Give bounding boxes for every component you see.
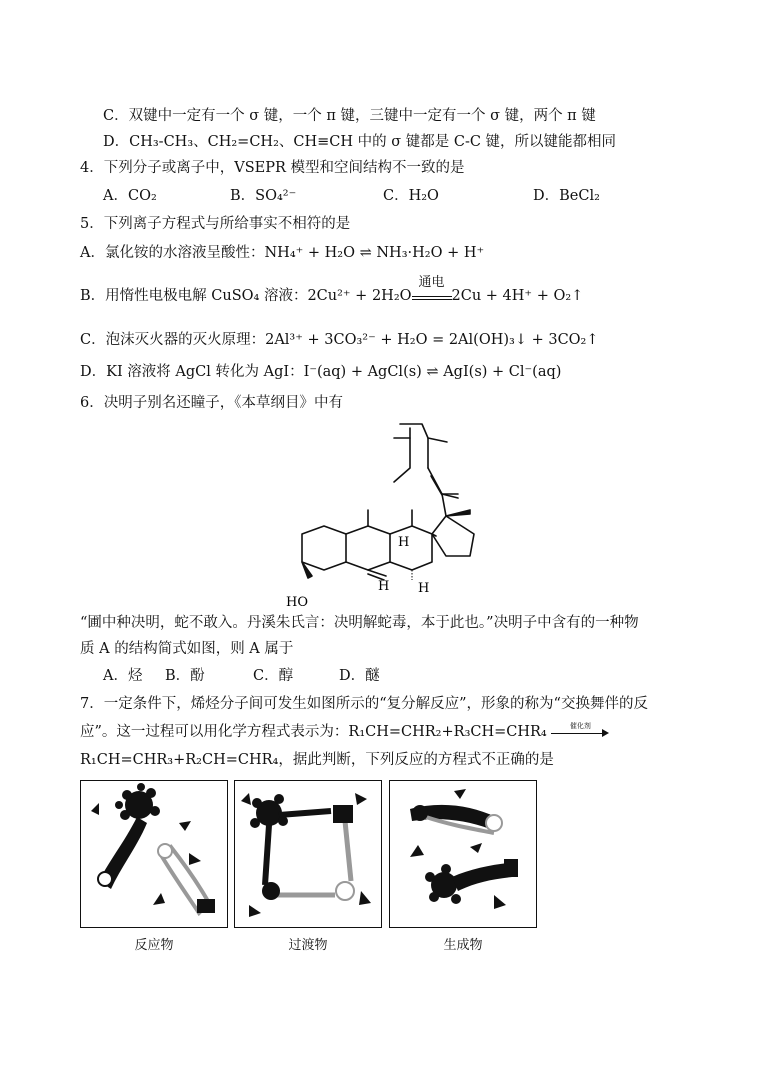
catalyst-label: 催化剂: [569, 722, 591, 730]
q4-option-c: C．H₂O: [383, 188, 439, 204]
q6-options: [103, 666, 380, 686]
question-5: 5．下列离子方程式与所给事实不相符的是: [80, 216, 351, 232]
h-label: H: [398, 535, 410, 550]
q6-option-b: B．酚: [165, 668, 205, 684]
q7-equation-line: 应”。这一过程可以用化学方程式表示为：R₁CH=CHR₂+R₃CH=CHR₄ 催化剂: [80, 722, 609, 742]
q6-option-c: C．醇: [253, 668, 294, 684]
h-label: H: [418, 581, 430, 596]
caption-transition: 过渡物: [288, 938, 328, 953]
q6-option-a: A．烃: [103, 668, 143, 684]
option-line: C．双键中一定有一个 σ 键，一个 π 键，三键中一定有一个 σ 键，两个 π 键: [103, 108, 596, 124]
reactants-illustration: [81, 781, 227, 927]
q6-question: 质 A 的结构简式如图，则 A 属于: [80, 641, 294, 657]
h-label: H: [378, 579, 390, 594]
q5-option-b: B．用惰性电极电解 CuSO₄ 溶液：2Cu²⁺ + 2H₂O 通电 2Cu + 4H⁺ + O₂↑: [80, 275, 584, 304]
question-7: 7．一定条件下，烯烃分子间可发生如图所示的“复分解反应”，形象的称为“交换舞伴的反: [80, 696, 648, 712]
caption-reactants: 反应物: [134, 938, 174, 953]
q5-option-a: A．氯化铵的水溶液呈酸性：NH₄⁺ + H₂O ⇌ NH₃·H₂O + H⁺: [80, 245, 485, 261]
q6-option-d: D．醚: [339, 668, 380, 684]
caption-products: 生成物: [443, 938, 483, 953]
products-illustration: [390, 781, 536, 927]
q4-option-a: A．CO₂: [103, 188, 157, 204]
panel-transition: [234, 780, 382, 928]
q4-option-d: D．BeCl₂: [533, 188, 600, 204]
panel-reactants: [80, 780, 228, 928]
q7-question: R₁CH=CHR₃+R₂CH=CHR₄，据此判断，下列反应的方程式不正确的是: [80, 752, 554, 768]
catalyst-arrow: [551, 722, 609, 739]
q5-option-d: D．KI 溶液将 AgCl 转化为 AgI：I⁻(aq) + AgCl(s) ⇌ AgI(s) + Cl⁻(aq): [80, 364, 562, 380]
equation: I⁻(aq) + AgCl(s) ⇌ AgI(s) + Cl⁻(aq): [303, 364, 562, 380]
equation: NH₄⁺ + H₂O ⇌ NH₃·H₂O + H⁺: [264, 245, 485, 261]
electrolysis-sign: 通电: [412, 288, 452, 300]
ho-label: HO: [286, 595, 308, 610]
panel-products: [389, 780, 537, 928]
question-4: 4．下列分子或离子中，VSEPR 模型和空间结构不一致的是: [80, 160, 465, 176]
q4-option-b: B．SO₄²⁻: [230, 188, 297, 204]
q5-option-c: C．泡沫灭火器的灭火原理：2Al³⁺ + 3CO₃²⁻ + H₂O = 2Al(OH)₃↓ + 3CO₂↑: [80, 332, 599, 348]
question-6: 6．决明子别名还瞳子，《本草纲目》中有: [80, 395, 343, 411]
molecule-structure: [282, 420, 482, 612]
q6-quote: “圃中种决明，蛇不敢入。丹溪朱氏言：决明解蛇毒，本于此也。”决明子中含有的一种物: [80, 615, 639, 631]
q4-options: [103, 186, 600, 206]
option-line: D．CH₃-CH₃、CH₂=CH₂、CH≡CH 中的 σ 键都是 C-C 键，所以键能都相同: [103, 134, 617, 150]
equation: 2Al³⁺ + 3CO₃²⁻ + H₂O = 2Al(OH)₃↓ + 3CO₂↑: [265, 332, 599, 348]
transition-illustration: [235, 781, 381, 927]
